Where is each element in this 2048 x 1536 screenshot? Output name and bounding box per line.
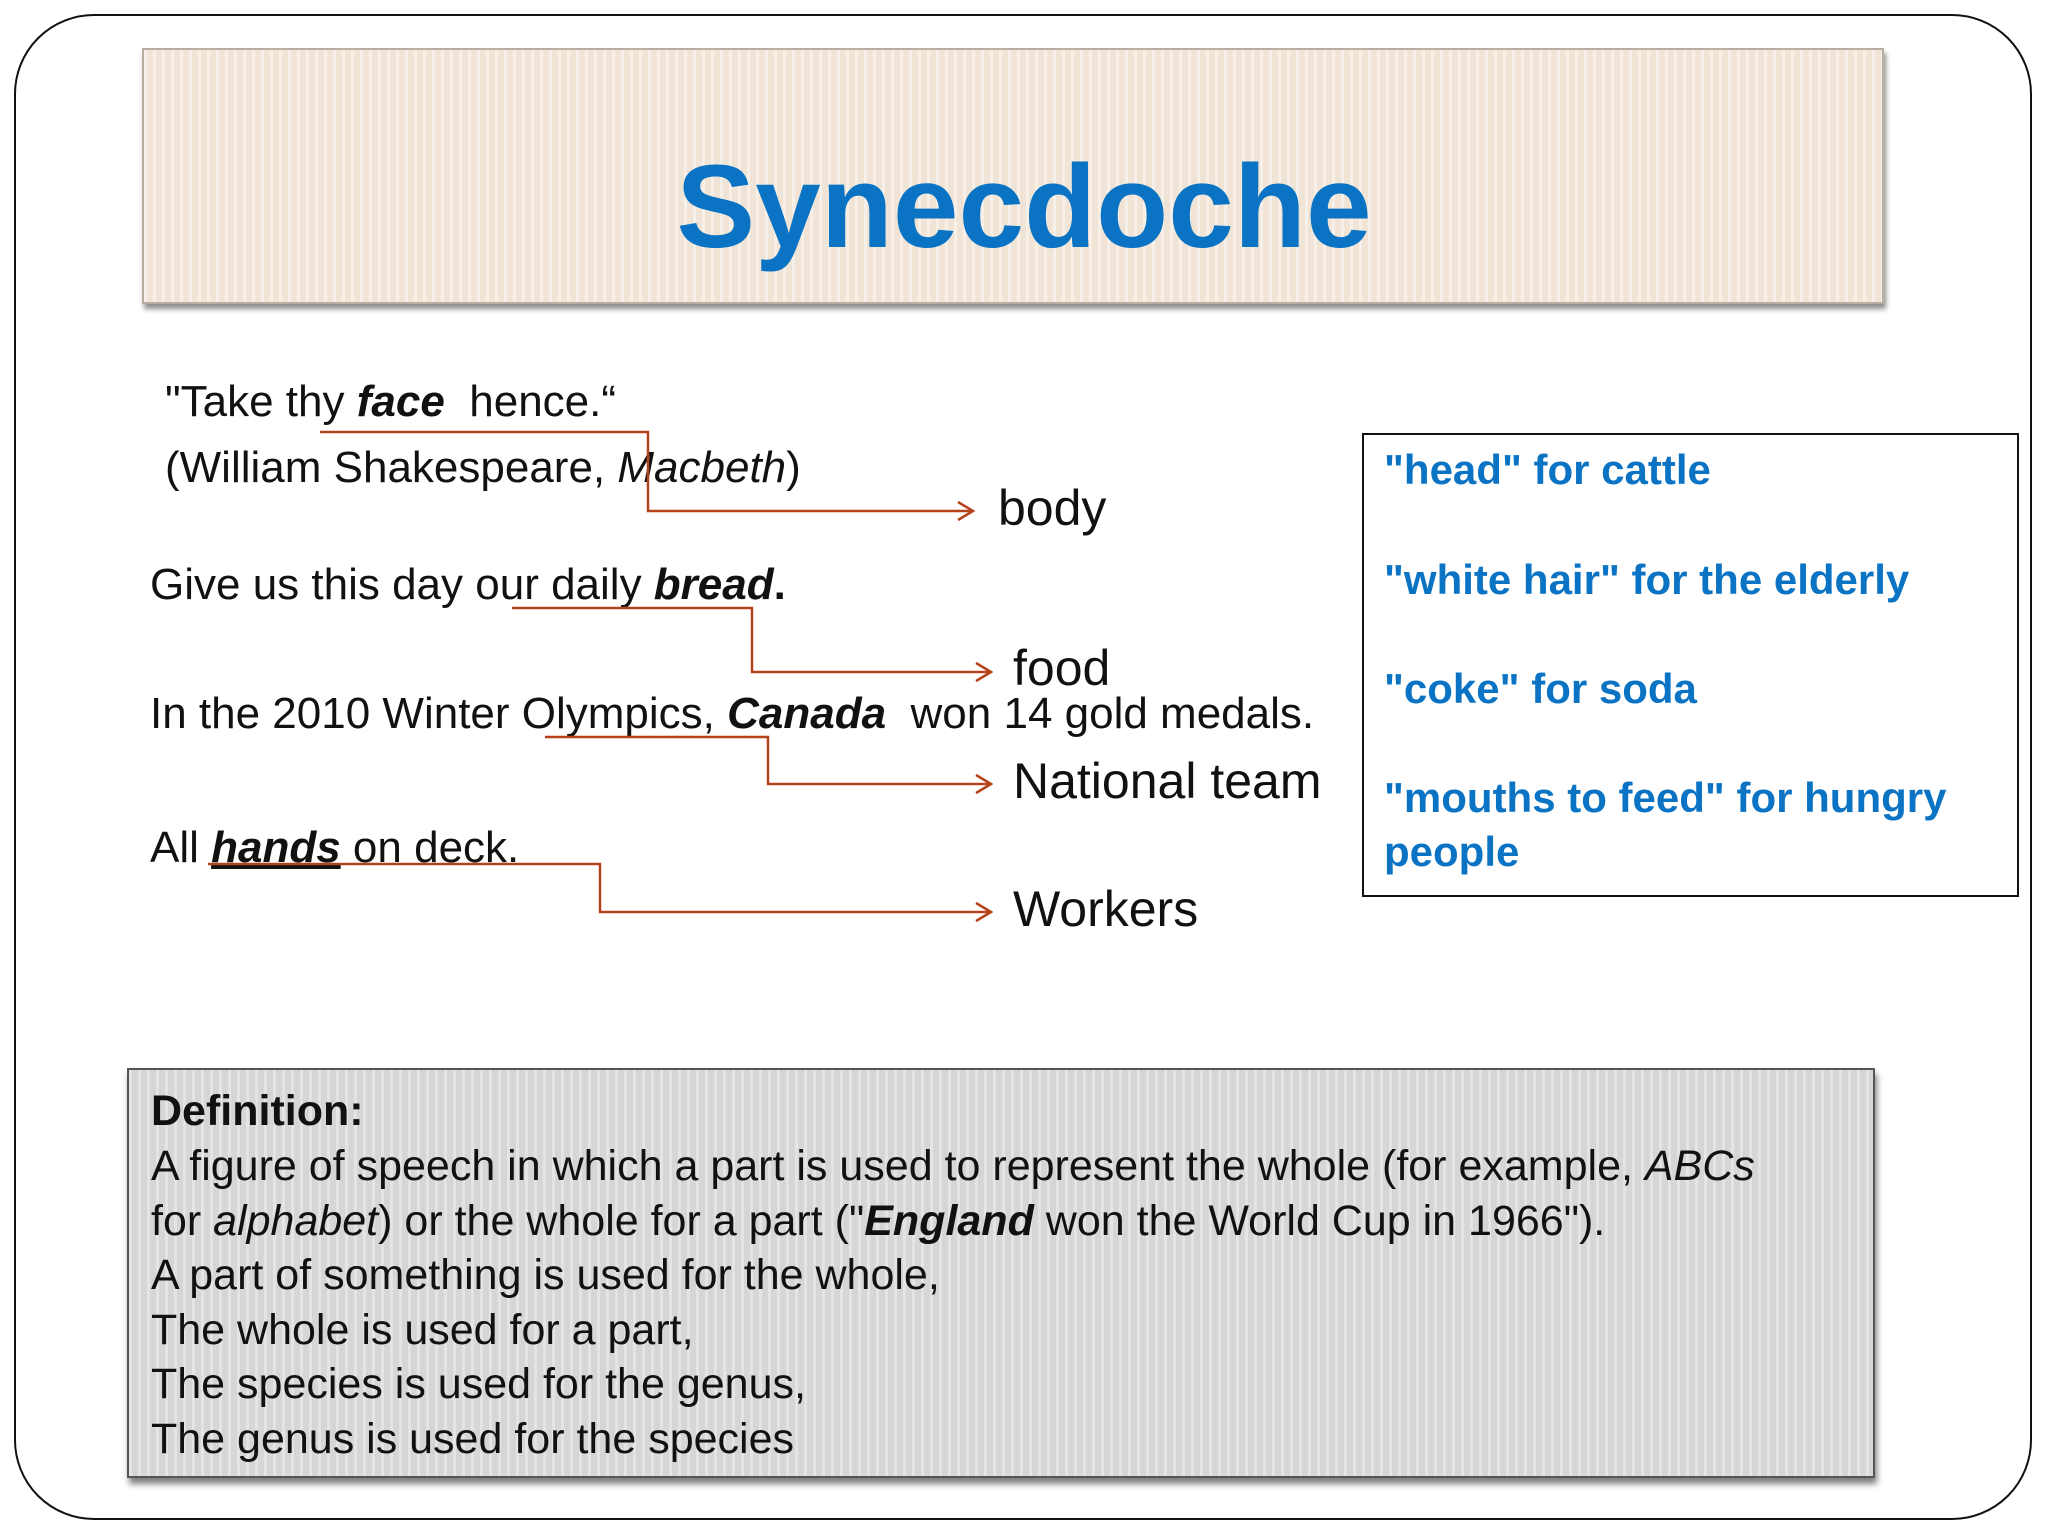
definition-england: England bbox=[864, 1197, 1034, 1245]
example-hands-suffix: on deck. bbox=[340, 823, 520, 872]
definition-rule-4: The genus is used for the species bbox=[151, 1415, 794, 1463]
example-source-work: Macbeth bbox=[617, 443, 787, 492]
example-quote-suffix: hence.“ bbox=[444, 377, 617, 426]
example-source-author: (William Shakespeare, bbox=[165, 443, 618, 492]
definition-box bbox=[127, 1068, 1875, 1478]
example-canada-suffix: won 14 gold medals. bbox=[886, 689, 1315, 738]
definition-line-1 bbox=[151, 1142, 1755, 1190]
slide-title: Synecdoche bbox=[676, 141, 1372, 273]
examples-box bbox=[1362, 433, 2019, 897]
definition-rule-3: The species is used for the genus, bbox=[151, 1360, 806, 1408]
side-example-coke: "coke" for soda bbox=[1384, 665, 1697, 712]
side-example-mouths: "mouths to feed" for hungry people bbox=[1384, 774, 1947, 875]
example-source bbox=[165, 443, 801, 492]
example-quote bbox=[165, 377, 617, 426]
definition-line-2 bbox=[151, 1197, 1606, 1245]
definition-line-2-mid: ) or the whole for a part (" bbox=[378, 1197, 865, 1245]
example-hands bbox=[150, 823, 520, 872]
example-hands-keyword: hands bbox=[211, 823, 341, 872]
example-bread-keyword: bread bbox=[653, 560, 774, 609]
definition-line-2-for: for bbox=[151, 1197, 214, 1245]
example-canada bbox=[150, 689, 1315, 738]
definition-rule-2: The whole is used for a part, bbox=[151, 1306, 694, 1354]
example-hands-prefix: All bbox=[150, 823, 212, 872]
example-canada-keyword: Canada bbox=[727, 689, 887, 738]
definition-line-1-text: A figure of speech in which a part is used to represent the whole (for example, bbox=[151, 1142, 1645, 1190]
example-quote-keyword: face bbox=[356, 377, 445, 426]
definition-heading: Definition: bbox=[151, 1087, 364, 1135]
example-bread bbox=[150, 560, 786, 609]
target-label-national-team: National team bbox=[1013, 753, 1322, 809]
target-label-body: body bbox=[998, 480, 1107, 536]
definition-line-2-end: won the World Cup in 1966"). bbox=[1033, 1197, 1606, 1245]
target-label-workers: Workers bbox=[1013, 881, 1199, 937]
side-example-head: "head" for cattle bbox=[1384, 446, 1711, 493]
side-example-white-hair: "white hair" for the elderly bbox=[1384, 556, 1910, 603]
example-bread-suffix: . bbox=[773, 560, 786, 609]
definition-alphabet: alphabet bbox=[213, 1197, 379, 1245]
example-quote-prefix: "Take thy bbox=[165, 377, 357, 426]
definition-rule-1: A part of something is used for the whole, bbox=[151, 1251, 940, 1299]
definition-abcs: ABCs bbox=[1644, 1142, 1755, 1190]
example-bread-prefix: Give us this day our daily bbox=[150, 560, 654, 609]
target-label-food: food bbox=[1013, 640, 1111, 696]
example-source-close: ) bbox=[786, 443, 801, 492]
example-canada-prefix: In the 2010 Winter Olympics, bbox=[150, 689, 728, 738]
